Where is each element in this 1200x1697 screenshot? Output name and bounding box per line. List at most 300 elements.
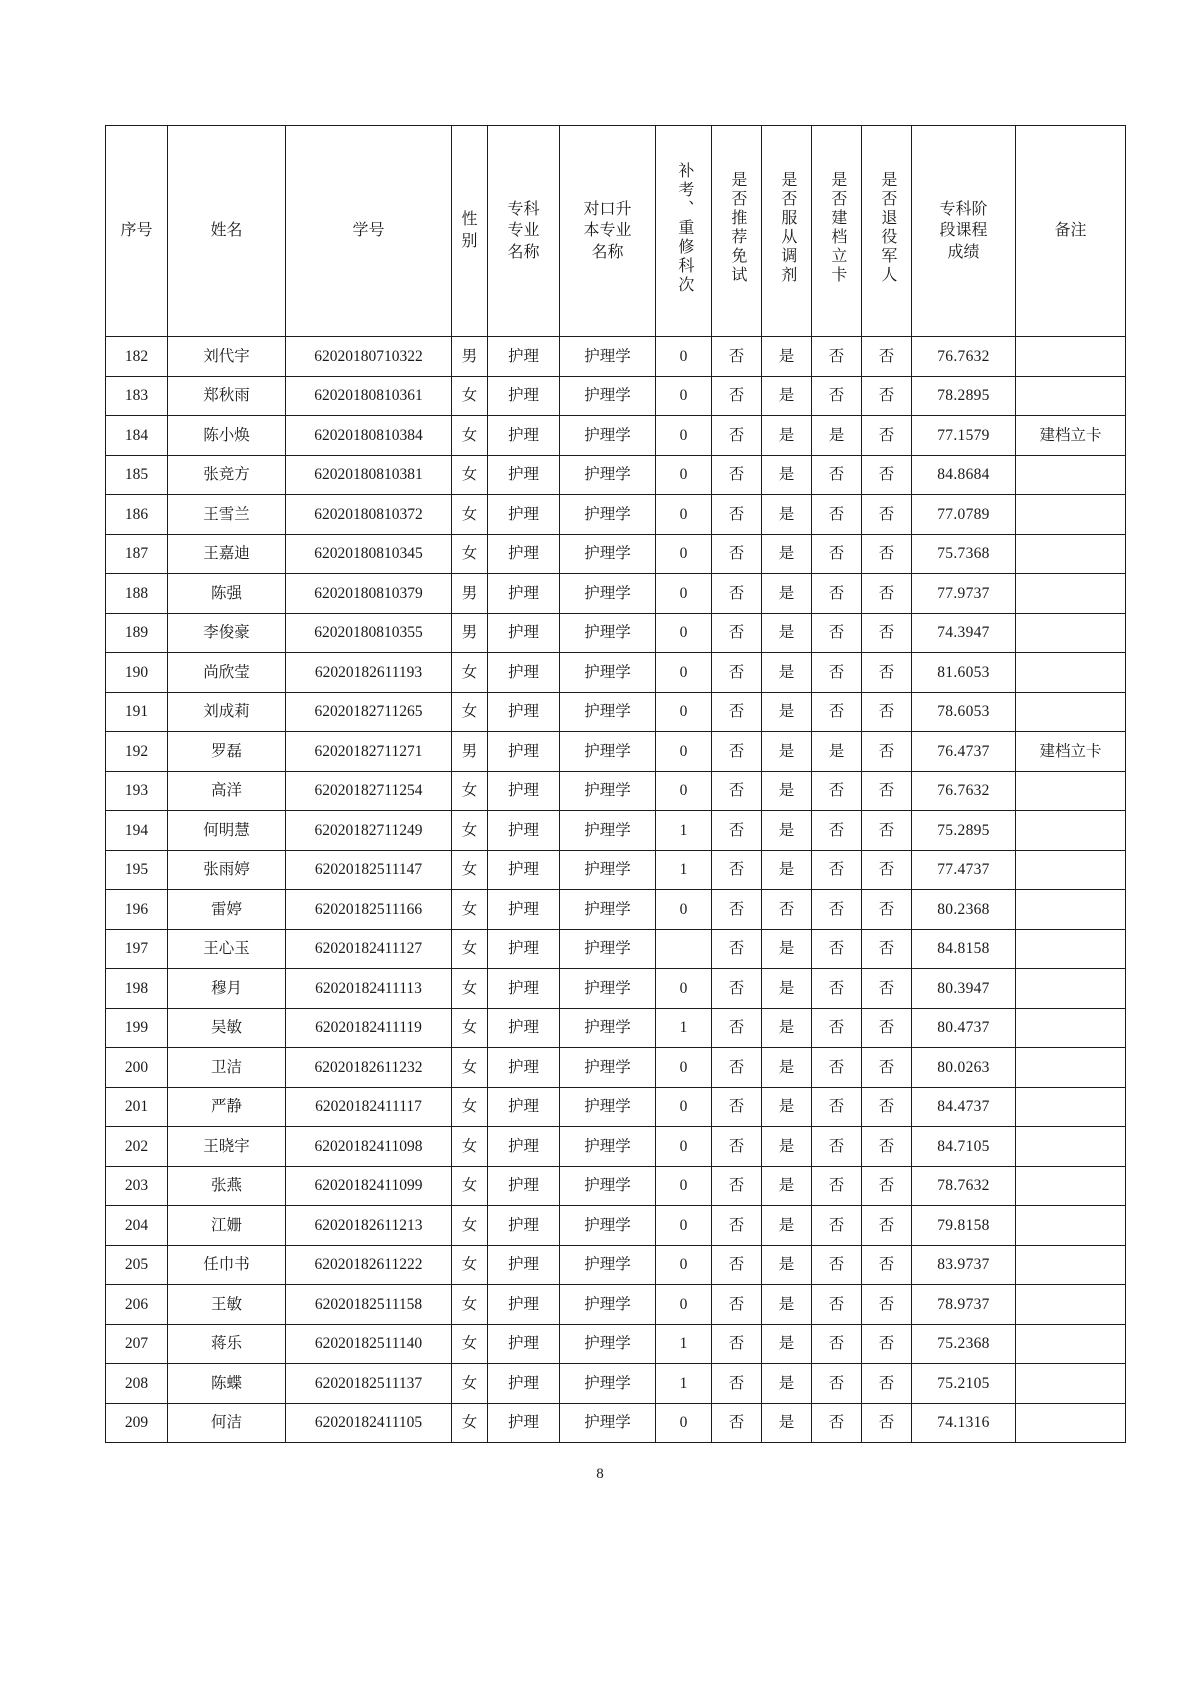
column-header-target-major-line-3: 名称	[591, 243, 624, 261]
cell-student-id: 62020182511158	[286, 1285, 452, 1325]
column-header-remark-label: 备注	[1054, 222, 1087, 240]
cell-name: 何洁	[168, 1403, 286, 1443]
cell-recommend-exempt: 否	[712, 890, 762, 930]
cell-remark	[1016, 1166, 1126, 1206]
cell-recommend-exempt: 否	[712, 653, 762, 693]
cell-score: 77.4737	[912, 850, 1016, 890]
cell-student-id: 62020182411113	[286, 969, 452, 1009]
cell-score: 76.7632	[912, 337, 1016, 377]
cell-target-major: 护理学	[560, 1008, 656, 1048]
cell-name: 王嘉迪	[168, 534, 286, 574]
cell-name: 王敏	[168, 1285, 286, 1325]
cell-name: 陈蝶	[168, 1364, 286, 1404]
cell-accept-adjust: 是	[762, 1324, 812, 1364]
cell-student-id: 62020180810345	[286, 534, 452, 574]
cell-remark	[1016, 613, 1126, 653]
cell-score: 84.8684	[912, 455, 1016, 495]
cell-sex: 女	[452, 771, 488, 811]
table-row	[106, 653, 1126, 693]
cell-recommend-exempt: 否	[712, 850, 762, 890]
cell-retake-count: 0	[656, 1166, 712, 1206]
cell-student-id: 62020182411119	[286, 1008, 452, 1048]
cell-major: 护理	[488, 929, 560, 969]
cell-recommend-exempt: 否	[712, 1324, 762, 1364]
cell-poverty-card: 否	[812, 653, 862, 693]
cell-poverty-card: 否	[812, 929, 862, 969]
cell-major: 护理	[488, 1008, 560, 1048]
cell-remark	[1016, 1008, 1126, 1048]
table-row	[106, 376, 1126, 416]
cell-seq: 191	[106, 692, 168, 732]
student-roster-table	[105, 125, 1126, 1443]
cell-name: 张雨婷	[168, 850, 286, 890]
cell-veteran: 否	[862, 732, 912, 772]
column-header-remark	[1016, 126, 1126, 337]
cell-recommend-exempt: 否	[712, 732, 762, 772]
cell-major: 护理	[488, 1206, 560, 1246]
cell-student-id: 62020182711265	[286, 692, 452, 732]
cell-name: 王晓宇	[168, 1127, 286, 1167]
cell-veteran: 否	[862, 850, 912, 890]
cell-name: 陈小焕	[168, 416, 286, 456]
cell-veteran: 否	[862, 1087, 912, 1127]
cell-student-id: 62020182611222	[286, 1245, 452, 1285]
cell-student-id: 62020182711271	[286, 732, 452, 772]
cell-seq: 201	[106, 1087, 168, 1127]
cell-poverty-card: 否	[812, 1206, 862, 1246]
cell-seq: 202	[106, 1127, 168, 1167]
table-row	[106, 929, 1126, 969]
cell-recommend-exempt: 否	[712, 1087, 762, 1127]
cell-poverty-card: 否	[812, 574, 862, 614]
cell-student-id: 62020182411105	[286, 1403, 452, 1443]
cell-major: 护理	[488, 1127, 560, 1167]
cell-retake-count: 0	[656, 653, 712, 693]
cell-retake-count: 0	[656, 416, 712, 456]
cell-seq: 187	[106, 534, 168, 574]
cell-retake-count: 0	[656, 613, 712, 653]
cell-name: 王雪兰	[168, 495, 286, 535]
cell-sex: 女	[452, 416, 488, 456]
cell-score: 74.1316	[912, 1403, 1016, 1443]
cell-student-id: 62020182511137	[286, 1364, 452, 1404]
cell-seq: 205	[106, 1245, 168, 1285]
cell-accept-adjust: 是	[762, 574, 812, 614]
cell-retake-count: 0	[656, 1087, 712, 1127]
cell-accept-adjust: 是	[762, 732, 812, 772]
cell-accept-adjust: 是	[762, 692, 812, 732]
cell-veteran: 否	[862, 376, 912, 416]
cell-veteran: 否	[862, 495, 912, 535]
cell-retake-count: 0	[656, 574, 712, 614]
cell-poverty-card: 否	[812, 850, 862, 890]
cell-retake-count: 1	[656, 1008, 712, 1048]
cell-remark	[1016, 1324, 1126, 1364]
cell-target-major: 护理学	[560, 890, 656, 930]
cell-target-major: 护理学	[560, 771, 656, 811]
cell-name: 张竞方	[168, 455, 286, 495]
column-header-name-label: 姓名	[210, 222, 243, 240]
cell-accept-adjust: 是	[762, 416, 812, 456]
cell-sex: 女	[452, 376, 488, 416]
column-header-accept-adjust	[762, 126, 812, 337]
cell-target-major: 护理学	[560, 811, 656, 851]
cell-major: 护理	[488, 1087, 560, 1127]
cell-name: 罗磊	[168, 732, 286, 772]
cell-poverty-card: 否	[812, 495, 862, 535]
cell-seq: 186	[106, 495, 168, 535]
cell-seq: 196	[106, 890, 168, 930]
table-row	[106, 811, 1126, 851]
cell-seq: 195	[106, 850, 168, 890]
cell-seq: 209	[106, 1403, 168, 1443]
cell-name: 高洋	[168, 771, 286, 811]
cell-name: 何明慧	[168, 811, 286, 851]
column-header-poverty-card-label: 是否建档立卡	[828, 171, 846, 285]
cell-retake-count: 0	[656, 337, 712, 377]
cell-major: 护理	[488, 495, 560, 535]
cell-veteran: 否	[862, 969, 912, 1009]
cell-name: 吴敏	[168, 1008, 286, 1048]
cell-recommend-exempt: 否	[712, 771, 762, 811]
cell-accept-adjust: 是	[762, 1245, 812, 1285]
cell-remark	[1016, 771, 1126, 811]
cell-remark	[1016, 1127, 1126, 1167]
cell-target-major: 护理学	[560, 376, 656, 416]
cell-remark	[1016, 1206, 1126, 1246]
cell-seq: 193	[106, 771, 168, 811]
table-row	[106, 1008, 1126, 1048]
cell-remark	[1016, 1403, 1126, 1443]
cell-poverty-card: 否	[812, 376, 862, 416]
cell-major: 护理	[488, 1245, 560, 1285]
column-header-sex-line-2: 别	[461, 233, 478, 250]
cell-veteran: 否	[862, 337, 912, 377]
cell-retake-count: 0	[656, 1285, 712, 1325]
table-row	[106, 771, 1126, 811]
cell-accept-adjust: 是	[762, 1087, 812, 1127]
cell-target-major: 护理学	[560, 1206, 656, 1246]
cell-student-id: 62020182511140	[286, 1324, 452, 1364]
cell-name: 刘代宇	[168, 337, 286, 377]
cell-target-major: 护理学	[560, 850, 656, 890]
cell-retake-count: 0	[656, 1206, 712, 1246]
cell-major: 护理	[488, 653, 560, 693]
cell-target-major: 护理学	[560, 1245, 656, 1285]
cell-accept-adjust: 是	[762, 811, 812, 851]
cell-poverty-card: 否	[812, 1087, 862, 1127]
cell-accept-adjust: 是	[762, 1285, 812, 1325]
cell-retake-count: 0	[656, 890, 712, 930]
cell-target-major: 护理学	[560, 653, 656, 693]
cell-sex: 女	[452, 692, 488, 732]
table-row	[106, 1087, 1126, 1127]
cell-score: 84.7105	[912, 1127, 1016, 1167]
cell-retake-count	[656, 929, 712, 969]
cell-score: 75.2895	[912, 811, 1016, 851]
cell-poverty-card: 否	[812, 1324, 862, 1364]
cell-recommend-exempt: 否	[712, 455, 762, 495]
cell-major: 护理	[488, 1364, 560, 1404]
cell-name: 任巾书	[168, 1245, 286, 1285]
table-row	[106, 1403, 1126, 1443]
cell-retake-count: 0	[656, 969, 712, 1009]
cell-sex: 女	[452, 890, 488, 930]
cell-recommend-exempt: 否	[712, 1206, 762, 1246]
cell-seq: 203	[106, 1166, 168, 1206]
column-header-name	[168, 126, 286, 337]
cell-score: 80.3947	[912, 969, 1016, 1009]
table-row	[106, 732, 1126, 772]
cell-accept-adjust: 是	[762, 376, 812, 416]
column-header-major-line-2: 专业	[507, 222, 540, 240]
cell-recommend-exempt: 否	[712, 692, 762, 732]
cell-veteran: 否	[862, 653, 912, 693]
cell-accept-adjust: 是	[762, 929, 812, 969]
cell-sex: 女	[452, 1087, 488, 1127]
cell-student-id: 62020182411099	[286, 1166, 452, 1206]
cell-target-major: 护理学	[560, 1166, 656, 1206]
cell-poverty-card: 否	[812, 771, 862, 811]
cell-recommend-exempt: 否	[712, 1285, 762, 1325]
cell-remark: 建档立卡	[1016, 732, 1126, 772]
cell-recommend-exempt: 否	[712, 574, 762, 614]
cell-score: 77.0789	[912, 495, 1016, 535]
cell-target-major: 护理学	[560, 495, 656, 535]
cell-major: 护理	[488, 1166, 560, 1206]
cell-major: 护理	[488, 771, 560, 811]
column-header-veteran-label: 是否退役军人	[878, 171, 896, 285]
cell-remark	[1016, 692, 1126, 732]
cell-recommend-exempt: 否	[712, 1166, 762, 1206]
cell-target-major: 护理学	[560, 613, 656, 653]
cell-major: 护理	[488, 1048, 560, 1088]
cell-name: 卫洁	[168, 1048, 286, 1088]
cell-name: 王心玉	[168, 929, 286, 969]
cell-sex: 女	[452, 1245, 488, 1285]
cell-retake-count: 0	[656, 771, 712, 811]
cell-sex: 女	[452, 1008, 488, 1048]
column-header-score-line-3: 成绩	[947, 243, 980, 261]
cell-poverty-card: 否	[812, 534, 862, 574]
cell-student-id: 62020182611232	[286, 1048, 452, 1088]
cell-veteran: 否	[862, 574, 912, 614]
column-header-recommend-exempt-label: 是否推荐免试	[728, 171, 746, 285]
cell-name: 刘成莉	[168, 692, 286, 732]
column-header-sex-line-1: 性	[461, 211, 478, 229]
cell-retake-count: 1	[656, 1324, 712, 1364]
cell-retake-count: 0	[656, 1403, 712, 1443]
cell-seq: 185	[106, 455, 168, 495]
cell-student-id: 62020180810372	[286, 495, 452, 535]
cell-target-major: 护理学	[560, 1087, 656, 1127]
cell-accept-adjust: 是	[762, 1364, 812, 1404]
cell-veteran: 否	[862, 692, 912, 732]
cell-remark	[1016, 1364, 1126, 1404]
cell-seq: 199	[106, 1008, 168, 1048]
cell-student-id: 62020180810381	[286, 455, 452, 495]
cell-seq: 182	[106, 337, 168, 377]
cell-accept-adjust: 是	[762, 850, 812, 890]
cell-student-id: 62020182611213	[286, 1206, 452, 1246]
cell-remark	[1016, 495, 1126, 535]
cell-name: 陈强	[168, 574, 286, 614]
cell-seq: 184	[106, 416, 168, 456]
cell-sex: 女	[452, 1166, 488, 1206]
cell-name: 穆月	[168, 969, 286, 1009]
cell-veteran: 否	[862, 1285, 912, 1325]
cell-recommend-exempt: 否	[712, 337, 762, 377]
cell-remark	[1016, 1048, 1126, 1088]
cell-major: 护理	[488, 1403, 560, 1443]
column-header-major-line-1: 专科	[507, 200, 540, 218]
cell-remark: 建档立卡	[1016, 416, 1126, 456]
cell-target-major: 护理学	[560, 1048, 656, 1088]
cell-seq: 192	[106, 732, 168, 772]
cell-score: 84.4737	[912, 1087, 1016, 1127]
cell-student-id: 62020180810384	[286, 416, 452, 456]
cell-major: 护理	[488, 455, 560, 495]
cell-target-major: 护理学	[560, 1364, 656, 1404]
column-header-major	[488, 126, 560, 337]
column-header-sex	[452, 126, 488, 337]
table-row	[106, 969, 1126, 1009]
column-header-poverty-card	[812, 126, 862, 337]
cell-poverty-card: 否	[812, 455, 862, 495]
cell-accept-adjust: 是	[762, 534, 812, 574]
cell-accept-adjust: 是	[762, 1048, 812, 1088]
cell-retake-count: 0	[656, 376, 712, 416]
table-row	[106, 1245, 1126, 1285]
cell-retake-count: 0	[656, 1048, 712, 1088]
cell-major: 护理	[488, 969, 560, 1009]
cell-target-major: 护理学	[560, 1403, 656, 1443]
cell-accept-adjust: 是	[762, 455, 812, 495]
cell-veteran: 否	[862, 613, 912, 653]
cell-score: 77.1579	[912, 416, 1016, 456]
cell-remark	[1016, 1285, 1126, 1325]
cell-veteran: 否	[862, 929, 912, 969]
cell-student-id: 62020180710322	[286, 337, 452, 377]
cell-veteran: 否	[862, 1245, 912, 1285]
cell-poverty-card: 否	[812, 1048, 862, 1088]
cell-score: 80.4737	[912, 1008, 1016, 1048]
cell-score: 76.7632	[912, 771, 1016, 811]
cell-student-id: 62020182611193	[286, 653, 452, 693]
cell-recommend-exempt: 否	[712, 376, 762, 416]
cell-score: 84.8158	[912, 929, 1016, 969]
cell-target-major: 护理学	[560, 574, 656, 614]
cell-veteran: 否	[862, 1127, 912, 1167]
cell-recommend-exempt: 否	[712, 1364, 762, 1404]
cell-name: 蒋乐	[168, 1324, 286, 1364]
column-header-target-major	[560, 126, 656, 337]
column-header-retake-count-label: 补考、重修科次	[675, 161, 693, 295]
cell-student-id: 62020182411127	[286, 929, 452, 969]
table-row	[106, 890, 1126, 930]
column-header-accept-adjust-label: 是否服从调剂	[778, 171, 796, 285]
cell-major: 护理	[488, 534, 560, 574]
cell-remark	[1016, 653, 1126, 693]
cell-poverty-card: 否	[812, 1166, 862, 1206]
cell-target-major: 护理学	[560, 1127, 656, 1167]
cell-retake-count: 0	[656, 1127, 712, 1167]
cell-name: 严静	[168, 1087, 286, 1127]
cell-major: 护理	[488, 416, 560, 456]
table-row	[106, 692, 1126, 732]
cell-poverty-card: 是	[812, 732, 862, 772]
cell-score: 78.9737	[912, 1285, 1016, 1325]
cell-retake-count: 0	[656, 455, 712, 495]
table-body	[106, 337, 1126, 1443]
cell-remark	[1016, 850, 1126, 890]
table-row	[106, 534, 1126, 574]
cell-veteran: 否	[862, 771, 912, 811]
cell-sex: 男	[452, 337, 488, 377]
cell-major: 护理	[488, 890, 560, 930]
cell-retake-count: 0	[656, 534, 712, 574]
column-header-veteran	[862, 126, 912, 337]
table-row	[106, 416, 1126, 456]
cell-target-major: 护理学	[560, 337, 656, 377]
cell-major: 护理	[488, 692, 560, 732]
cell-poverty-card: 否	[812, 890, 862, 930]
table-row	[106, 1364, 1126, 1404]
cell-sex: 女	[452, 969, 488, 1009]
cell-sex: 女	[452, 1364, 488, 1404]
cell-score: 78.2895	[912, 376, 1016, 416]
cell-major: 护理	[488, 574, 560, 614]
cell-seq: 194	[106, 811, 168, 851]
cell-sex: 女	[452, 455, 488, 495]
column-header-score-line-1: 专科阶	[939, 200, 988, 218]
cell-student-id: 62020180810355	[286, 613, 452, 653]
cell-poverty-card: 否	[812, 969, 862, 1009]
cell-poverty-card: 否	[812, 811, 862, 851]
cell-seq: 197	[106, 929, 168, 969]
cell-poverty-card: 否	[812, 1364, 862, 1404]
cell-sex: 女	[452, 1324, 488, 1364]
cell-poverty-card: 否	[812, 337, 862, 377]
cell-veteran: 否	[862, 1324, 912, 1364]
cell-retake-count: 0	[656, 732, 712, 772]
column-header-student-id	[286, 126, 452, 337]
cell-sex: 女	[452, 534, 488, 574]
column-header-score	[912, 126, 1016, 337]
cell-retake-count: 1	[656, 850, 712, 890]
cell-major: 护理	[488, 1285, 560, 1325]
column-header-major-line-3: 名称	[507, 243, 540, 261]
cell-name: 雷婷	[168, 890, 286, 930]
cell-recommend-exempt: 否	[712, 416, 762, 456]
cell-score: 79.8158	[912, 1206, 1016, 1246]
cell-recommend-exempt: 否	[712, 969, 762, 1009]
cell-target-major: 护理学	[560, 969, 656, 1009]
cell-target-major: 护理学	[560, 455, 656, 495]
cell-major: 护理	[488, 613, 560, 653]
cell-remark	[1016, 455, 1126, 495]
cell-remark	[1016, 811, 1126, 851]
cell-score: 77.9737	[912, 574, 1016, 614]
table-row	[106, 1048, 1126, 1088]
cell-name: 李俊豪	[168, 613, 286, 653]
cell-veteran: 否	[862, 1364, 912, 1404]
cell-remark	[1016, 1245, 1126, 1285]
page-number: 8	[596, 1466, 604, 1482]
cell-accept-adjust: 是	[762, 337, 812, 377]
cell-major: 护理	[488, 1324, 560, 1364]
cell-remark	[1016, 1087, 1126, 1127]
